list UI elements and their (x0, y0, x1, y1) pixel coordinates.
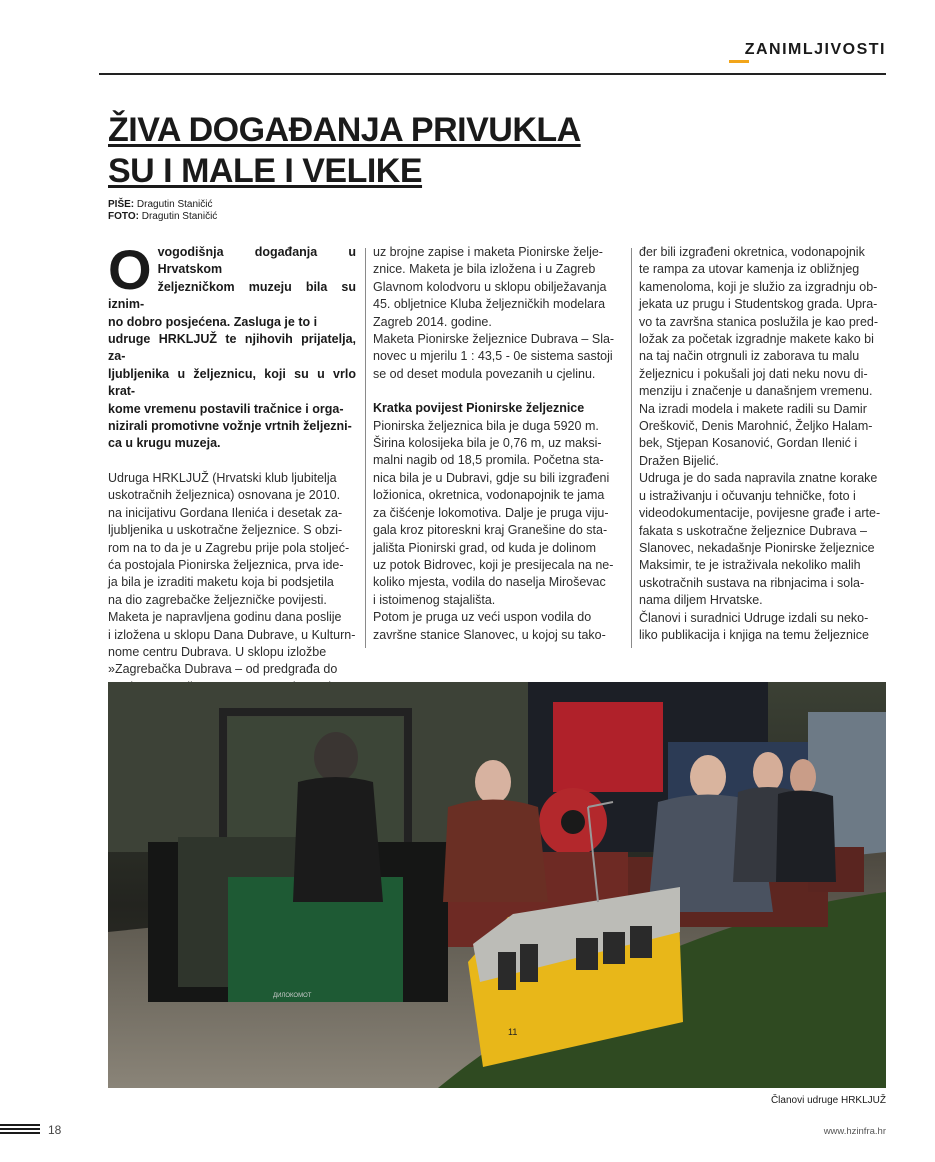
column-2-intro (373, 244, 621, 383)
column-divider (365, 248, 366, 648)
title-line-2: SU I MALE I VELIKE (108, 152, 423, 190)
body-text-line: gala kroz pitoreskni kraj Granešine do sta- (373, 523, 608, 538)
body-text-line: uskotračnih željeznica) osnovana je 2010. (108, 488, 341, 503)
body-text-line: vo ta završna stanica poslužila je kao pred- (639, 314, 879, 329)
lead-text-line: željezničkom muzeju bila su iznim- (108, 279, 356, 312)
body-text-line: i izložena u sklopu Dana Dubrave, u Kulturn- (108, 627, 356, 642)
body-text-line: Pionirska željeznica bila je duga 5920 m. (373, 418, 599, 433)
body-text-line: te rampa za utovar kamenja iz obližnjeg (639, 262, 860, 277)
section-accent-bar (729, 60, 749, 63)
body-text-line: Udruga je do sada napravila znatne korake (639, 471, 878, 486)
lead-text-line: ljubljenika u željeznicu, koji su u vrlo krat- (108, 366, 356, 399)
body-text-line: i istoimenog stajališta. (373, 592, 496, 607)
body-text-line: koliko mjesta, vodila do naselja Miroševac (373, 575, 606, 590)
website-link[interactable]: www.hzinfra.hr (823, 1126, 886, 1137)
lead-text-line: udruge HRKLJUŽ te njihovih prijatelja, za- (108, 332, 356, 364)
column-divider (631, 248, 632, 648)
section-subheading: Kratka povijest Pionirske željeznice (373, 401, 585, 416)
body-text-line: novec u mjerilu 1 : 43,5 - 0e sistema sastoji (373, 349, 613, 364)
body-text-line: završne stanice Slanovec, u kojoj su tako- (373, 627, 606, 642)
body-text-line: znice. Maketa je bila izložena i u Zagreb (373, 262, 596, 277)
lead-text-line: no dobro posjećena. Zasluga je to i (108, 314, 318, 329)
lead-text-line: ca u krugu muzeja. (108, 436, 221, 451)
column-2-history (373, 418, 621, 644)
body-text-line: liko publikacija i knjiga na temu željeznice (639, 627, 869, 642)
title-line-1: ŽIVA DOGAĐANJA PRIVUKLA (108, 111, 581, 149)
body-text-line: uz potok Bidrovec, koji je presijecala na ne- (373, 557, 614, 572)
photo-label: FOTO: (108, 211, 139, 222)
body-text-line: Maketa je napravljena godinu dana poslije (108, 610, 342, 625)
body-text-line: željeznicu i pokušali joj dati neku novu di- (639, 366, 868, 381)
footer-decoration (0, 1124, 40, 1136)
body-text-line: Širina kolosijeka bila je 0,76 m, uz maksi- (373, 436, 602, 451)
lead-text-line: nizirali promotivne vožnje vrtnih željezni- (108, 419, 352, 434)
header-rule (99, 73, 886, 75)
body-text-line: Zagreb 2014. godine. (373, 314, 492, 329)
photographer-name: Dragutin Staničić (141, 211, 218, 222)
article-credits (108, 199, 217, 223)
section-label: ZANIMLJIVOSTI (744, 41, 886, 58)
body-text-line: ložak za početak izgradnje makete kako bi (639, 332, 874, 347)
body-text-line: menziju i značenje u današnjem vremenu. (639, 384, 873, 399)
tram-number: 11 (508, 1027, 518, 1037)
body-text-line: u istraživanju i očuvanju tehničke, foto i (639, 488, 856, 503)
lead-text-line: vogodišnja događanja u Hrvatskom (157, 245, 356, 277)
article-photo (108, 682, 886, 1088)
body-text-line: na inicijativu Gordana Ilenića i desetak za- (108, 505, 343, 520)
text-column-1 (108, 238, 356, 714)
body-text-line: Udruga HRKLJUŽ (Hrvatski klub ljubitelja (108, 470, 337, 485)
body-text-line: Maketa Pionirske željeznice Dubrava – Sla- (373, 332, 615, 347)
text-column-2 (373, 244, 621, 644)
body-text-line: 45. obljetnice Kluba željezničkih modelara (373, 297, 606, 312)
garden-railway-photo (108, 682, 886, 1088)
body-text-line: Maksimir, te je istraživala nekoliko malih (639, 558, 861, 573)
page-number: 18 (48, 1123, 62, 1137)
body-text-line: fakata s uskotračne željeznice Dubrava – (639, 523, 867, 538)
body-text-line: videodokumentacije, povijesne građe i arte- (639, 506, 881, 521)
body-text-line: malni nagib od 18,5 promila. Početna sta- (373, 453, 604, 468)
body-text-line: jekata uz prugu i Studentskog grada. Upra- (639, 297, 878, 312)
article-title (108, 110, 581, 192)
body-text-line: uz brojne zapise i maketa Pionirske želje- (373, 245, 603, 259)
body-text-line: »Zagrebačka Dubrava – od predgrađa do (108, 662, 338, 677)
body-text-line: nama diljem Hrvatske. (639, 593, 763, 608)
body-text-line: Dražen Bijelić. (639, 453, 719, 468)
body-text-line: kamenoloma, koji je služio za izgradnju ob- (639, 279, 878, 294)
body-text-line: Oreškovič, Denis Marohnić, Željko Halam- (639, 419, 873, 434)
photo-credit (108, 211, 217, 223)
column-1-body (108, 470, 356, 714)
author-label: PIŠE: (108, 199, 135, 210)
photo-caption: Članovi udruge HRKLJUŽ (770, 1095, 886, 1106)
body-text-line: Članovi i suradnici Udruge izdali su neko- (639, 610, 869, 625)
lead-paragraph (108, 238, 356, 453)
body-text-line: na taj način otrgnuli iz zaborava tu malu (639, 349, 860, 364)
body-text-line: rom na to da je u Zagrebu prije pola stoljeć- (108, 540, 350, 555)
body-text-line: đer bili izgrađeni okretnica, vodonapojnik (639, 245, 865, 259)
body-text-line: bek, Stjepan Kosanović, Gordan Ilenić i (639, 436, 858, 451)
column-3-body (639, 244, 885, 644)
text-column-3 (639, 244, 885, 644)
body-text-line: ja bila je izraditi maketu koja bi podsjetila (108, 575, 334, 590)
body-text-line: ća postojala Pionirska željeznica, prva ide- (108, 557, 344, 572)
body-text-line: nica bila je u Dubravi, gdje su bili izgrađeni (373, 470, 610, 485)
body-text-line: ljubljenika u uskotračne željeznice. S obzi- (108, 523, 343, 538)
body-text-line: jališta Pionirski grad, od kuda je dolinom (373, 540, 597, 555)
drop-cap: O (108, 238, 152, 301)
body-text-line: se od deset modula povezanih u cjelinu. (373, 366, 596, 381)
body-text-line: nome centru Dubrava. U sklopu izložbe (108, 644, 327, 659)
body-text-line: ložionica, okretnica, vodonapojnik te jama (373, 488, 605, 503)
author-credit (108, 199, 217, 211)
body-text-line: Na izradi modela i makete radili su Damir (639, 401, 867, 416)
body-text-line: uskotračnih sustava na ribnjacima i sola- (639, 575, 865, 590)
lead-text-line: kome vremenu postavili tračnice i orga- (108, 401, 344, 416)
body-text-line: Glavnom kolodvoru u sklopu obilježavanja (373, 279, 607, 294)
body-text-line: za čišćenje lokomotiva. Dalje je pruga viju- (373, 505, 609, 520)
author-name: Dragutin Staničić (136, 199, 213, 210)
body-text-line: Potom je pruga uz veći uspon vodila do (373, 610, 592, 625)
body-text-line: Slanovec, nekadašnje Pionirske željeznice (639, 540, 875, 555)
body-text-line: na dio zagrebačke željezničke povijesti. (108, 592, 327, 607)
loco-plate: ДИЛОКОМОТ (273, 993, 312, 999)
